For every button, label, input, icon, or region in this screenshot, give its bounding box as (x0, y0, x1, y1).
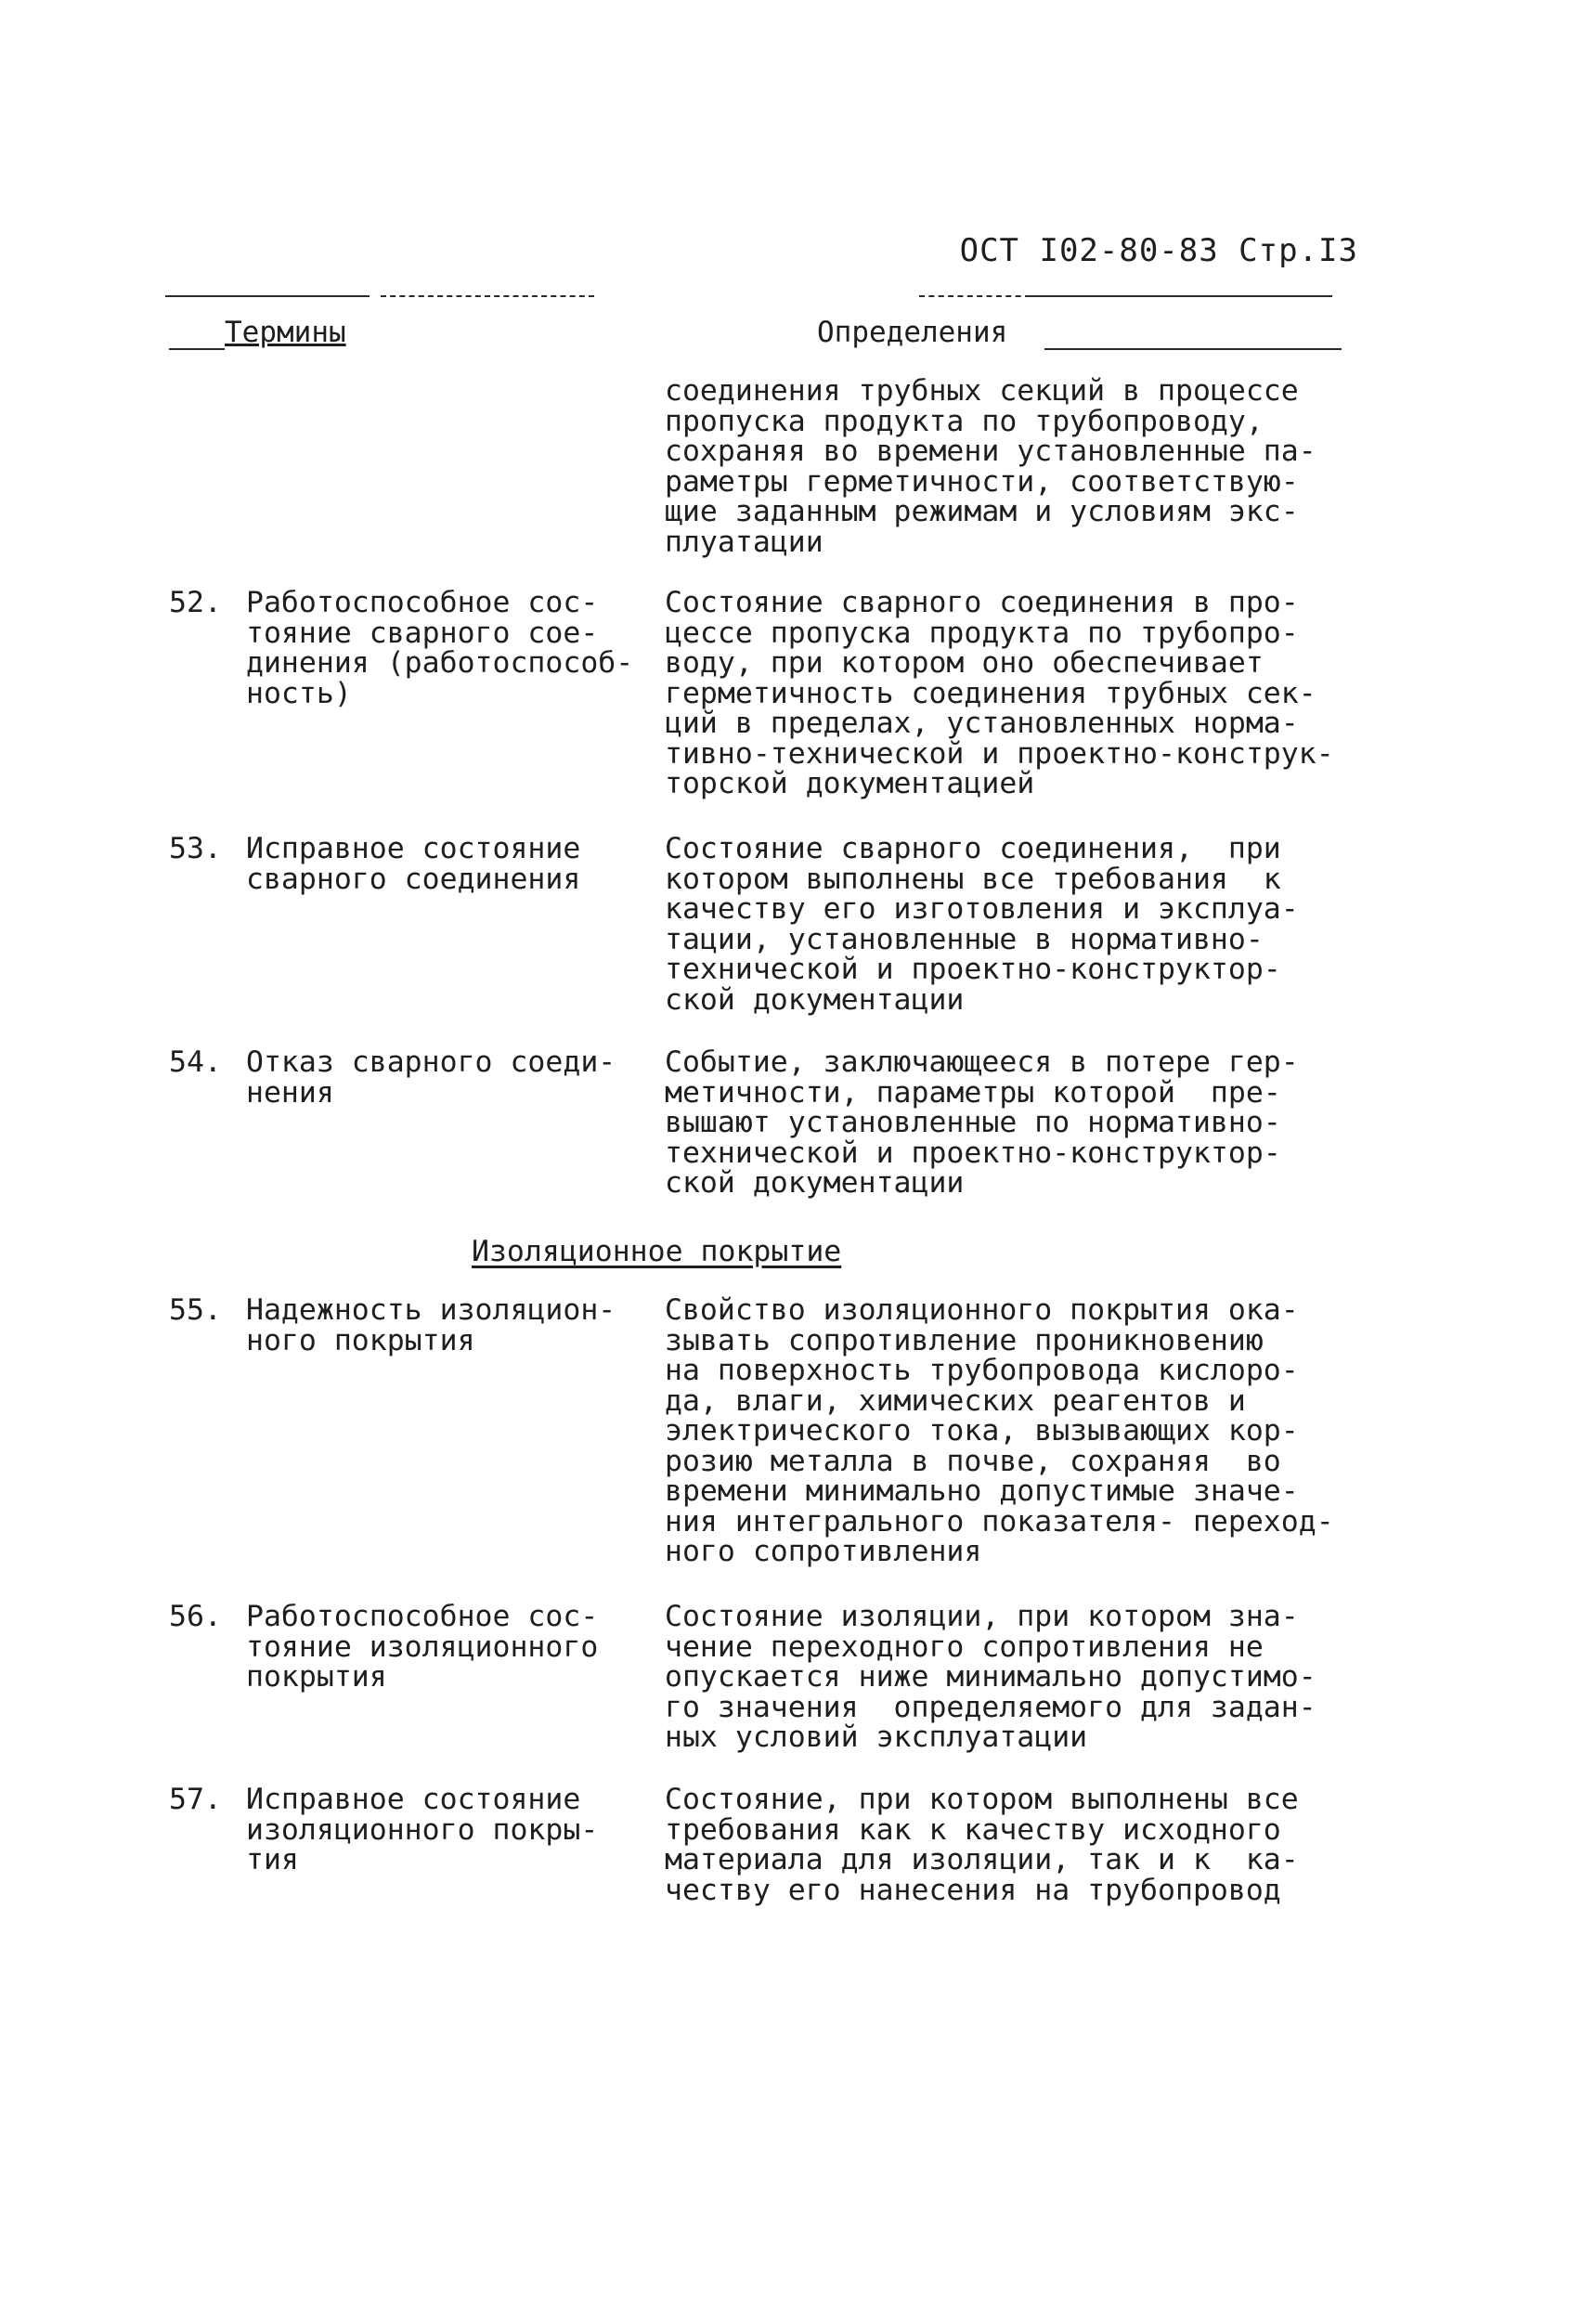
text-line: Состояние сварного соединения, при (665, 832, 1281, 865)
text-line: да, влаги, химических реагентов и (665, 1383, 1246, 1418)
text-line: воду, при котором оно обеспечивает (665, 646, 1264, 680)
continuation-definition (665, 376, 1407, 557)
entry-number: 56. (169, 1600, 222, 1633)
text-line: времени минимально допустимые значе- (665, 1474, 1299, 1508)
text-line: Исправное состояние (246, 832, 581, 865)
terms-column-title: Термины (225, 316, 346, 349)
text-line: чение переходного сопротивления не (665, 1629, 1264, 1664)
header-rule-right (1031, 295, 1332, 297)
text-line: Состояние изоляции, при котором зна- (665, 1600, 1299, 1633)
text-line: соединения трубных секций в процессе (665, 374, 1299, 408)
entry-definition (665, 1785, 1407, 1905)
text-line: Состояние сварного соединения в про- (665, 586, 1299, 619)
text-line: сохраняя во времени установленные па- (665, 435, 1316, 468)
entry-number: 55. (169, 1293, 222, 1327)
text-line: Надежность изоляцион- (246, 1293, 616, 1327)
text-line: опускается ниже минимально допустимо- (665, 1660, 1316, 1694)
text-line: плуатации (665, 525, 823, 559)
definitions-column-title: Определения (817, 316, 1008, 349)
entry-number: 53. (169, 832, 222, 865)
text-line: Работоспособное сос- (246, 1600, 599, 1633)
entry-definition (665, 588, 1407, 799)
definitions-title-trailer (1044, 348, 1342, 350)
header-rule-left (165, 295, 370, 297)
text-line: ных условий эксплуатации (665, 1720, 1088, 1754)
text-line: вышают установленные по нормативно- (665, 1106, 1281, 1139)
text-line: изоляционного покры- (246, 1812, 599, 1847)
text-line: Свойство изоляционного покрытия ока- (665, 1293, 1299, 1327)
text-line: технической и проектно-конструктор- (665, 1136, 1281, 1170)
text-line: нения (246, 1075, 334, 1110)
text-line: Событие, заключающееся в потере гер- (665, 1045, 1299, 1079)
text-line: требования как к качеству исходного (665, 1812, 1281, 1847)
entry-term (246, 1602, 655, 1693)
header-rule-right-dashed (919, 295, 1031, 297)
entry-definition (665, 834, 1407, 1015)
text-line: ность) (246, 676, 352, 710)
text-line: ного сопротивления (665, 1535, 982, 1568)
text-line: электрического тока, вызывающих кор- (665, 1414, 1299, 1448)
entry-term (246, 1785, 655, 1876)
text-line: ской документации (665, 1166, 965, 1200)
text-line: на поверхность трубопровода кислоро- (665, 1354, 1299, 1387)
entry-definition (665, 1047, 1407, 1199)
text-line: ской документации (665, 982, 965, 1017)
text-line: Отказ сварного соеди- (246, 1045, 616, 1079)
text-line: Состояние, при котором выполнены все (665, 1783, 1299, 1816)
text-line: тивно-технической и проектно-конструк- (665, 736, 1334, 771)
header-rule-left-dashed (381, 295, 594, 297)
text-line: тации, установленные в нормативно- (665, 922, 1264, 956)
text-line: раметры герметичности, соответствую- (665, 464, 1299, 499)
entry-term (246, 588, 655, 708)
text-line: го значения определяемого для задан- (665, 1690, 1316, 1724)
text-line: герметичность соединения трубных сек- (665, 676, 1316, 710)
text-line: материала для изоляции, так и к ка- (665, 1843, 1299, 1876)
text-line: тояние изоляционного (246, 1629, 599, 1664)
text-line: честву его нанесения на трубопровод (665, 1873, 1281, 1907)
entry-term (246, 1047, 655, 1108)
text-line: метичности, параметры которой пре- (665, 1075, 1281, 1110)
text-line: покрытия (246, 1660, 387, 1694)
text-line: сварного соединения (246, 862, 581, 896)
text-line: котором выполнены все требования к (665, 862, 1281, 896)
entry-number: 57. (169, 1783, 222, 1816)
text-line: ния интегрального показателя- переход- (665, 1504, 1334, 1539)
text-line: щие заданным режимам и условиям экс- (665, 495, 1299, 528)
section-title: Изоляционное покрытие (472, 1235, 842, 1268)
text-line: технической и проектно-конструктор- (665, 953, 1281, 986)
entry-term (246, 834, 655, 894)
entry-definition (665, 1602, 1407, 1753)
text-line: качеству его изготовления и эксплуа- (665, 892, 1299, 926)
text-line: ного покрытия (246, 1323, 475, 1357)
terms-title-leader (169, 348, 225, 350)
text-line: Работоспособное сос- (246, 586, 599, 619)
text-line: ций в пределах, установленных норма- (665, 707, 1299, 740)
entry-number: 54. (169, 1045, 222, 1079)
text-line: пропуска продукта по трубопроводу, (665, 404, 1264, 438)
entry-term (246, 1295, 655, 1356)
page-header: ОСТ I02-80-83 Стр.I3 (959, 232, 1358, 269)
text-line: динения (работоспособ- (246, 646, 634, 680)
text-line: тояние сварного сое- (246, 616, 599, 650)
text-line: розию металла в почве, сохраняя во (665, 1444, 1281, 1478)
text-line: торской документацией (665, 767, 1035, 800)
text-line: Исправное состояние (246, 1783, 581, 1816)
text-line: тия (246, 1843, 299, 1876)
text-line: цессе пропуска продукта по трубопро- (665, 616, 1299, 650)
entry-definition (665, 1295, 1407, 1567)
entry-number: 52. (169, 586, 222, 619)
text-line: зывать сопротивление проникновению (665, 1323, 1264, 1357)
